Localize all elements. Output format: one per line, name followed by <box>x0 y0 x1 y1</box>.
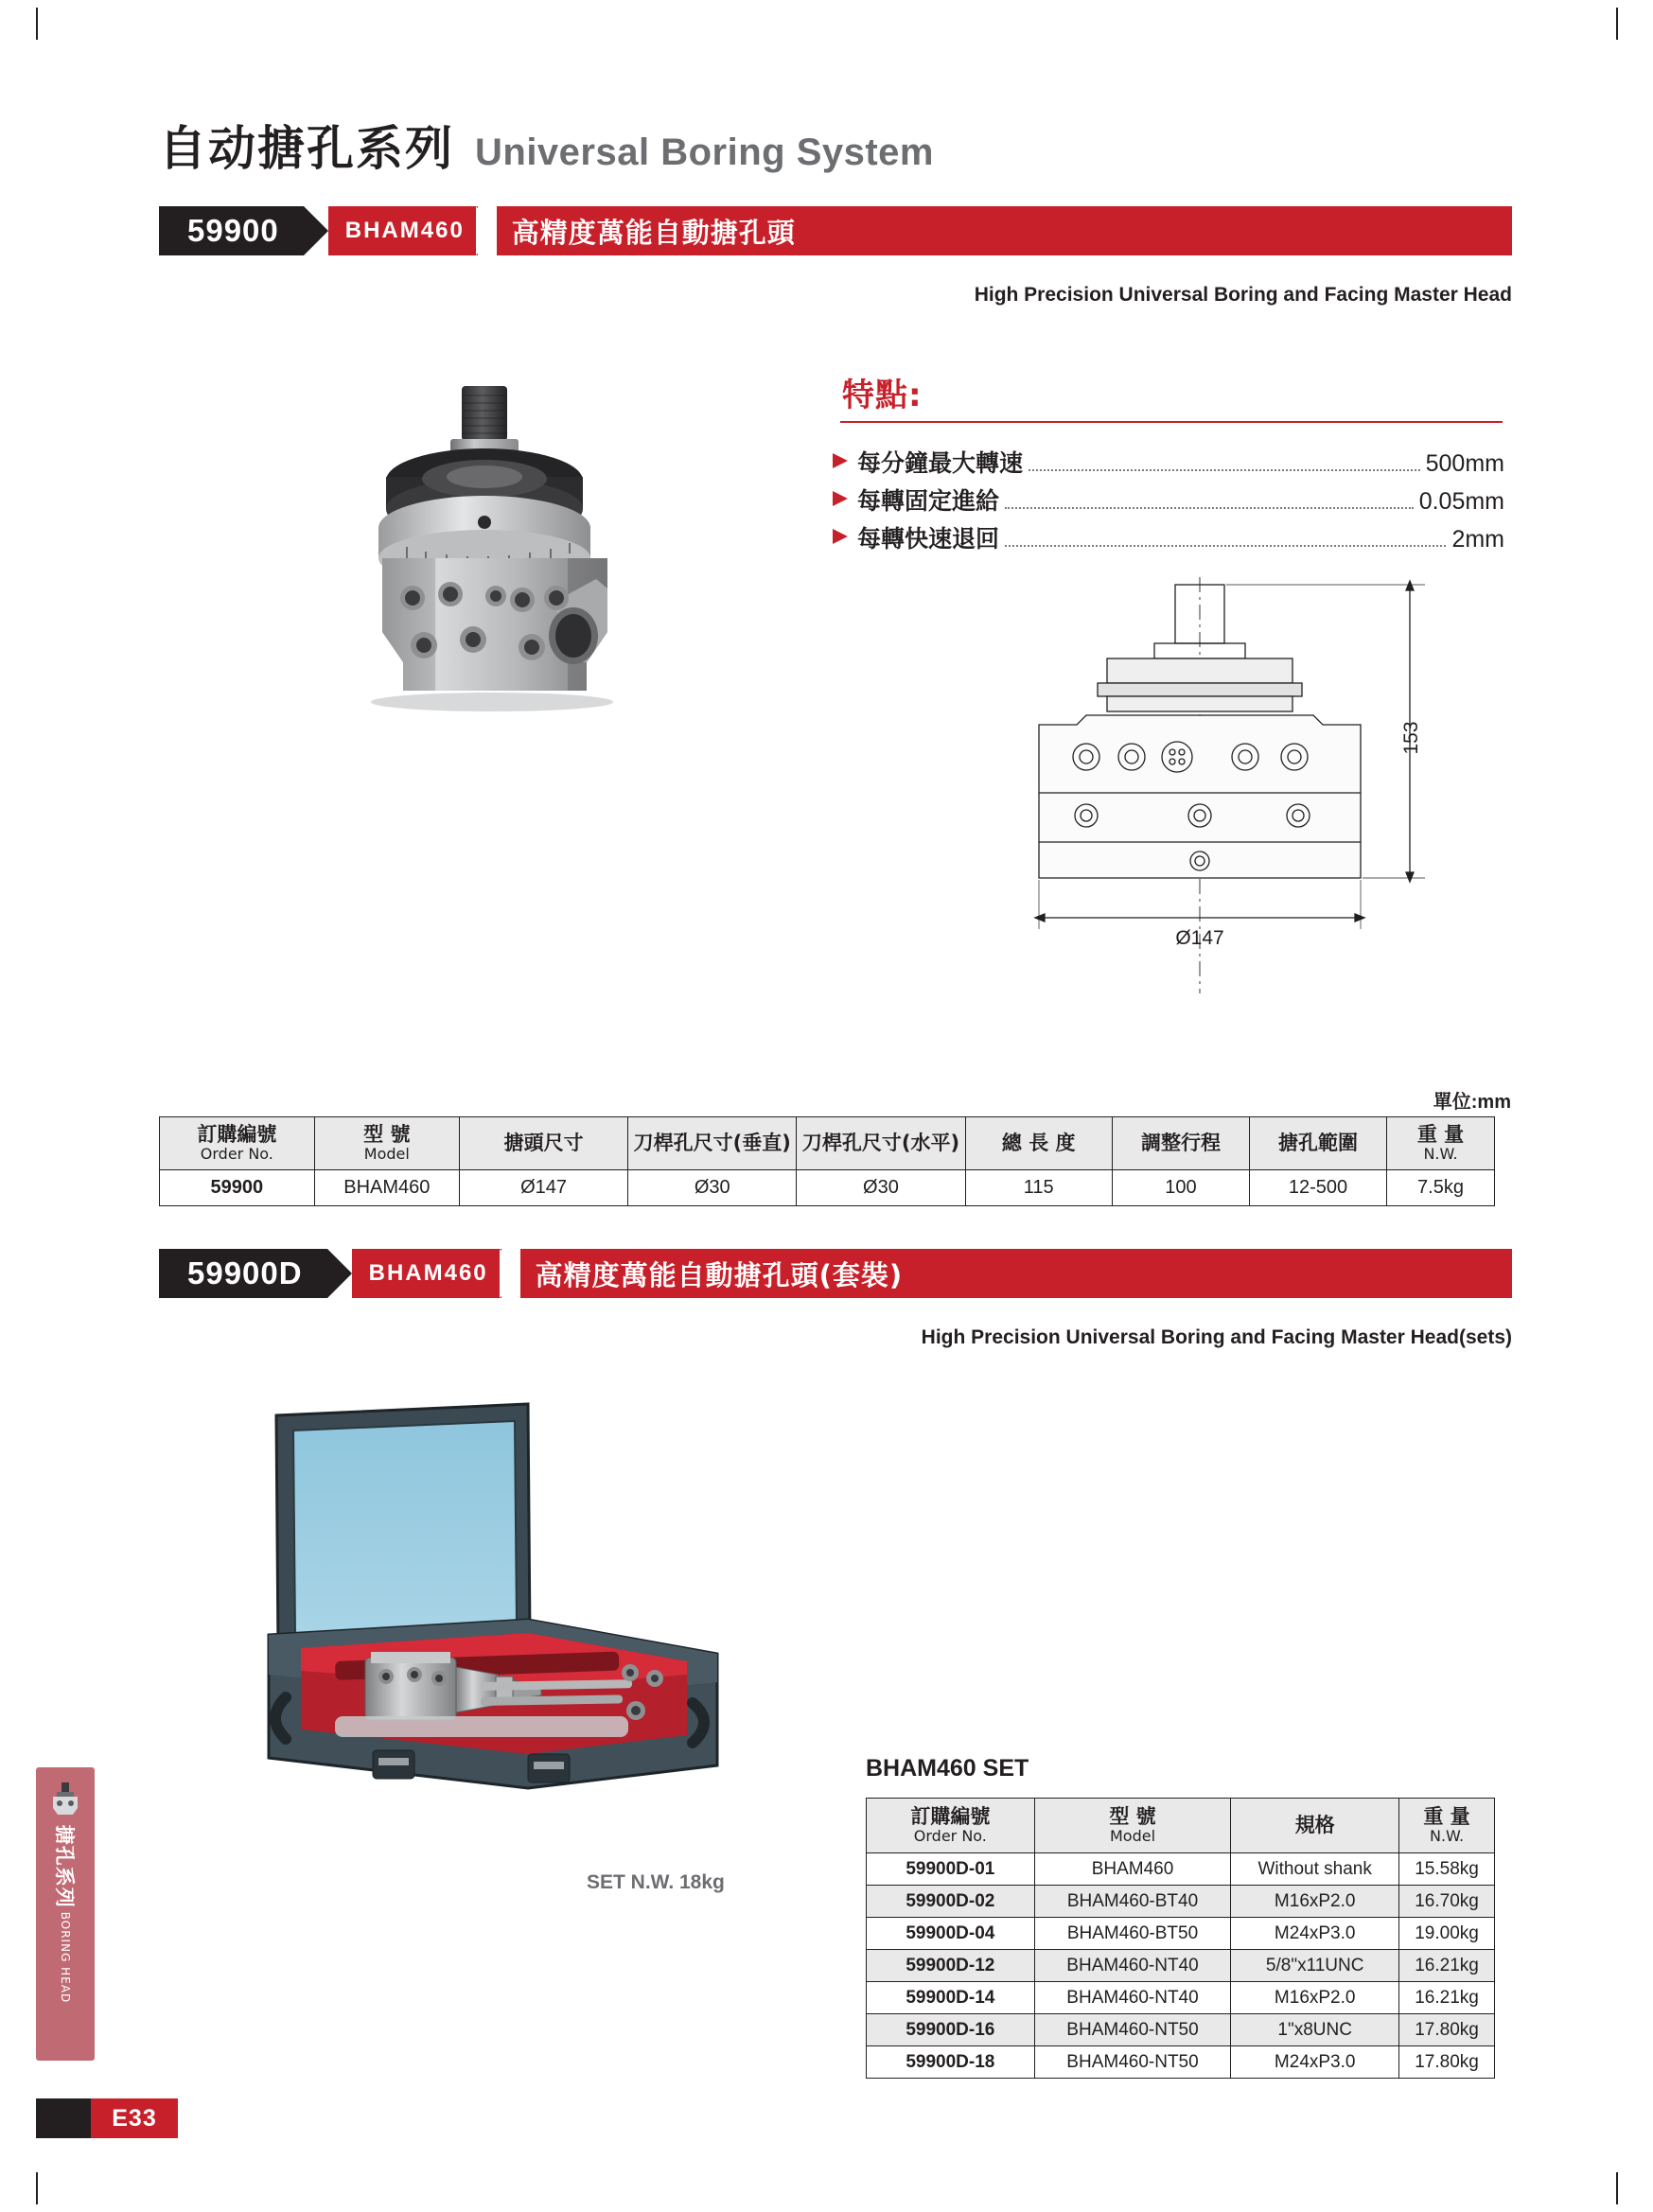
crop-mark-br-v <box>1616 2172 1618 2204</box>
leader-dots <box>1005 507 1414 509</box>
col-model: 型 號 Model <box>314 1117 459 1170</box>
cell-weight: 16.21kg <box>1399 1950 1495 1982</box>
table-row <box>867 2046 1495 2079</box>
col-model: 型 號 Model <box>1034 1799 1231 1853</box>
features-divider <box>840 421 1503 423</box>
leader-dots <box>1005 545 1446 547</box>
feature-item <box>833 483 1504 520</box>
bullet-triangle-icon <box>833 529 848 544</box>
svg-text:153: 153 <box>1400 721 1422 755</box>
features-list <box>833 445 1504 558</box>
banner-code: 59900D <box>159 1249 327 1298</box>
set-table-title: BHAM460 SET <box>866 1755 1029 1782</box>
col-head-size: 搪頭尺寸 <box>459 1117 627 1170</box>
side-tab-en: BORING HEAD <box>59 1911 72 2004</box>
table-row <box>867 2014 1495 2046</box>
side-tab-boring-head <box>36 1767 95 2061</box>
cell-order-no: 59900D-16 <box>867 2014 1035 2046</box>
banner-arrow-icon <box>327 1249 352 1298</box>
feature-value: 500mm <box>1425 450 1504 477</box>
cell-spec: M16xP2.0 <box>1231 1886 1399 1918</box>
feature-label: 每轉固定進給 <box>857 487 1000 515</box>
table-header-row <box>867 1799 1495 1853</box>
cell-model: BHAM460-NT50 <box>1034 2046 1231 2079</box>
cell-order-no: 59900 <box>160 1170 315 1206</box>
cell-weight: 7.5kg <box>1387 1170 1495 1206</box>
col-adjust-stroke: 調整行程 <box>1112 1117 1249 1170</box>
cell-spec: Without shank <box>1231 1853 1399 1886</box>
cell-adjust-stroke: 100 <box>1112 1170 1249 1206</box>
banner-code: 59900 <box>159 206 304 255</box>
cell-model: BHAM460 <box>1034 1853 1231 1886</box>
table-header-row <box>160 1117 1495 1170</box>
technical-drawing <box>965 558 1457 1050</box>
cell-spec: 1"x8UNC <box>1231 2014 1399 2046</box>
cell-model: BHAM460-BT40 <box>1034 1886 1231 1918</box>
banner-model: BHAM460 <box>352 1249 501 1298</box>
bullet-triangle-icon <box>833 453 848 468</box>
col-bar-hole-horizontal: 刀桿孔尺寸(水平) <box>797 1117 965 1170</box>
table-row <box>160 1170 1495 1206</box>
table-row <box>867 1918 1495 1950</box>
page-number-label: E33 <box>91 2098 178 2138</box>
cell-weight: 15.58kg <box>1399 1853 1495 1886</box>
col-order-no: 訂購編號 Order No. <box>160 1117 315 1170</box>
cell-weight: 16.70kg <box>1399 1886 1495 1918</box>
page-number <box>36 2098 178 2138</box>
section-banner-59900 <box>159 206 1512 255</box>
leader-dots <box>1029 469 1420 471</box>
page-title-en: Universal Boring System <box>475 132 934 173</box>
cell-model: BHAM460 <box>314 1170 459 1206</box>
cell-spec: M24xP3.0 <box>1231 1918 1399 1950</box>
cell-spec: 5/8"x11UNC <box>1231 1950 1399 1982</box>
section2-subtitle-en: High Precision Universal Boring and Facing Master Head(sets) <box>921 1326 1512 1348</box>
cell-weight: 17.80kg <box>1399 2046 1495 2079</box>
unit-note: 單位:mm <box>1433 1092 1511 1113</box>
cell-weight: 16.21kg <box>1399 1982 1495 2014</box>
banner-chevron-icon <box>476 206 497 255</box>
table-row <box>867 1950 1495 1982</box>
banner-chevron-icon <box>500 1249 520 1298</box>
col-boring-range: 搪孔範圍 <box>1249 1117 1386 1170</box>
cell-weight: 17.80kg <box>1399 2014 1495 2046</box>
col-weight: 重 量 N.W. <box>1387 1117 1495 1170</box>
bullet-triangle-icon <box>833 491 848 506</box>
cell-boring-range: 12-500 <box>1249 1170 1386 1206</box>
feature-label: 每轉快速退回 <box>857 525 1000 553</box>
section1-subtitle-en: High Precision Universal Boring and Facing Master Head <box>974 284 1512 306</box>
cell-head-size: Ø147 <box>459 1170 627 1206</box>
cell-order-no: 59900D-12 <box>867 1950 1035 1982</box>
col-total-length: 總 長 度 <box>965 1117 1112 1170</box>
cell-model: BHAM460-NT50 <box>1034 2014 1231 2046</box>
feature-item <box>833 520 1504 558</box>
banner-desc-cn: 高精度萬能自動搪孔頭(套裝) <box>520 1249 1512 1298</box>
cell-model: BHAM460-NT40 <box>1034 1950 1231 1982</box>
cell-order-no: 59900D-14 <box>867 1982 1035 2014</box>
cell-bar-hole-horizontal: Ø30 <box>797 1170 965 1206</box>
banner-desc-cn: 高精度萬能自動搪孔頭 <box>497 206 1512 255</box>
feature-value: 0.05mm <box>1418 488 1504 515</box>
table-row <box>867 1886 1495 1918</box>
cell-order-no: 59900D-04 <box>867 1918 1035 1950</box>
spec-table-59900D <box>866 1798 1495 2079</box>
side-tab-text <box>36 1767 95 2061</box>
section-banner-59900D <box>159 1249 1512 1298</box>
col-spec: 規格 <box>1231 1799 1399 1853</box>
table-row <box>867 1982 1495 2014</box>
cell-model: BHAM460-NT40 <box>1034 1982 1231 2014</box>
crop-mark-bl-v <box>36 2172 38 2204</box>
spec-table-59900 <box>159 1116 1495 1206</box>
crop-mark-tr-v <box>1616 8 1618 40</box>
cell-model: BHAM460-BT50 <box>1034 1918 1231 1950</box>
cell-spec: M24xP3.0 <box>1231 2046 1399 2079</box>
features-title: 特點: <box>842 377 923 414</box>
page-title <box>159 106 1512 176</box>
crop-mark-tl-v <box>36 8 38 40</box>
cell-bar-hole-vertical: Ø30 <box>628 1170 797 1206</box>
cell-order-no: 59900D-01 <box>867 1853 1035 1886</box>
col-bar-hole-vertical: 刀桿孔尺寸(垂直) <box>628 1117 797 1170</box>
feature-label: 每分鐘最大轉速 <box>857 449 1024 477</box>
feature-item <box>833 445 1504 483</box>
table-row <box>867 1853 1495 1886</box>
banner-model: BHAM460 <box>328 206 478 255</box>
cell-order-no: 59900D-18 <box>867 2046 1035 2079</box>
cell-order-no: 59900D-02 <box>867 1886 1035 1918</box>
product-photo-boring-head <box>284 378 691 757</box>
col-order-no: 訂購編號 Order No. <box>867 1799 1035 1853</box>
cell-spec: M16xP2.0 <box>1231 1982 1399 2014</box>
page-number-block <box>36 2098 91 2138</box>
feature-value: 2mm <box>1451 526 1504 553</box>
svg-text:Ø147: Ø147 <box>1175 927 1224 949</box>
product-photo-set-case <box>244 1398 736 1843</box>
cell-weight: 19.00kg <box>1399 1918 1495 1950</box>
set-net-weight: SET N.W. 18kg <box>587 1871 725 1893</box>
page-title-cn: 自动搪孔系列 <box>159 121 454 176</box>
col-weight: 重 量 N.W. <box>1399 1799 1495 1853</box>
side-tab-cn: 搪孔系列 <box>53 1824 76 1908</box>
banner-arrow-icon <box>304 206 328 255</box>
cell-total-length: 115 <box>965 1170 1112 1206</box>
